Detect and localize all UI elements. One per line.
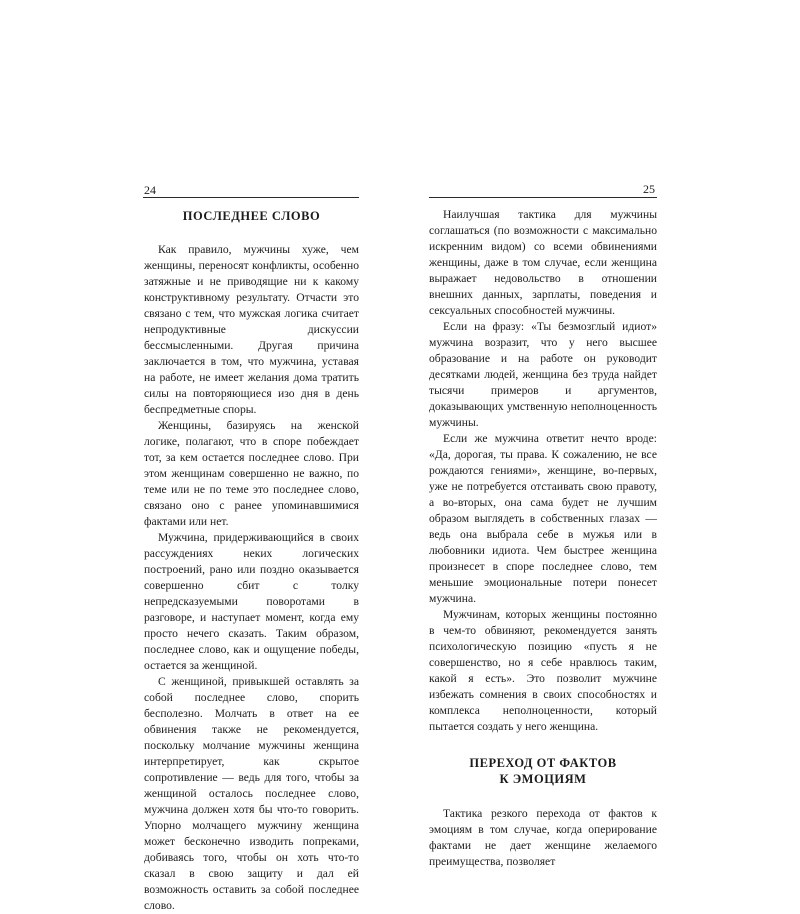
right-text-column — [429, 207, 657, 870]
paragraph: Если же мужчина ответит нечто вроде: «Да, дорогая, ты права. К сожалению, не все рождаются гениями», женщине, во-первых, уже не потребуется отстаивать свою правоту, а во-вторых, она сама будет не лучшим образом выглядеть в собственных глазах — ведь она выбрала себе в мужья или в любовники идиота. Чем быстрее женщина произнесет в споре последнее слово, тем меньшие эмоциональные потери понесет мужчина. — [429, 432, 657, 605]
paragraph: Как правило, мужчины хуже, чем женщины, переносят конфликты, особенно затяжные и не приводящие ни к какому конструктивному результату. Отчасти это связано с тем, что мужская логика считает непродуктивные дискуссии бессмысленными. Другая причина заключается в том, что мужчина, уставая на работе, не имеет желания дома тратить силы на повторяющиеся изо дня в день беспредметные споры. — [144, 243, 359, 416]
paragraph: Женщины, базируясь на женской логике, полагают, что в споре побеждает тот, за кем остается последнее слово. При этом женщинам совершенно не важно, по теме или не по теме это последнее слово, связано оно с ранее упоминавшимися фактами или нет. — [144, 419, 359, 528]
header-rule-left — [143, 197, 359, 198]
paragraph: Если на фразу: «Ты безмозглый идиот» мужчина возразит, что у него высшее образование и на работе он руководит десятками людей, женщина без труда найдет тысячи примеров и аргументов, доказывающих умственную неполноценность мужчины. — [429, 320, 657, 429]
left-text-column — [144, 207, 359, 914]
paragraph: Мужчина, придерживающийся в своих рассуждениях неких логических построений, рано или поздно оказывается совершенно сбит с толку непредсказуемыми поворотами в разговоре, и наступает момент, когда ему просто нечего сказать. Таким образом, последнее слово, как и ощущение победы, остается за женщиной. — [144, 531, 359, 672]
paragraph: Тактика резкого перехода от фактов к эмоциям в том случае, когда оперирование фактами не дает женщине желаемого преимущества, позволяет — [429, 807, 657, 868]
paragraph: Мужчинам, которых женщины постоянно в чем-то обвиняют, рекомендуется занять психологическую позицию «пусть я не совершенство, но я себе нравлюсь таким, какой я есть». Это позволит мужчине избежать сомнения в своих способностях и комплекса неполноценности, который пытается создать у него женщина. — [429, 608, 657, 733]
left-page — [0, 0, 400, 912]
section-title-line: ПЕРЕХОД ОТ ФАКТОВ — [469, 756, 617, 770]
header-rule-right — [429, 197, 657, 198]
section-title-last-word: ПОСЛЕДНЕЕ СЛОВО — [182, 209, 321, 223]
page-number-left: 24 — [144, 183, 156, 197]
right-page — [400, 0, 800, 868]
section-title-line: К ЭМОЦИЯМ — [499, 772, 587, 786]
section-title-facts-to-emotions — [429, 755, 657, 787]
paragraph: Наилучшая тактика для мужчины соглашаться (по возможности с максимально искренним видом) со всеми обвинениями женщины, даже в том случае, если женщина выражает недовольство в отношении внешних данных, зарплаты, поведения и сексуальных способностей мужчины. — [429, 208, 657, 317]
page-number-right: 25 — [643, 182, 655, 196]
paragraph: С женщиной, привыкшей оставлять за собой последнее слово, спорить бесполезно. Молчать в ответ на ее обвинения также не рекомендуется, поскольку молчание мужчины женщина интерпретирует, как скрытое сопротивление — ведь для того, чтобы за женщиной осталось последнее слово, мужчина должен хотя бы что-то говорить. Упорно молчащего мужчину женщина может бесконечно изводить попреками, добиваясь того, чтобы он хоть что-то сказал в свою защиту и дал ей возможность оставить за собой последнее слово. — [144, 675, 359, 912]
